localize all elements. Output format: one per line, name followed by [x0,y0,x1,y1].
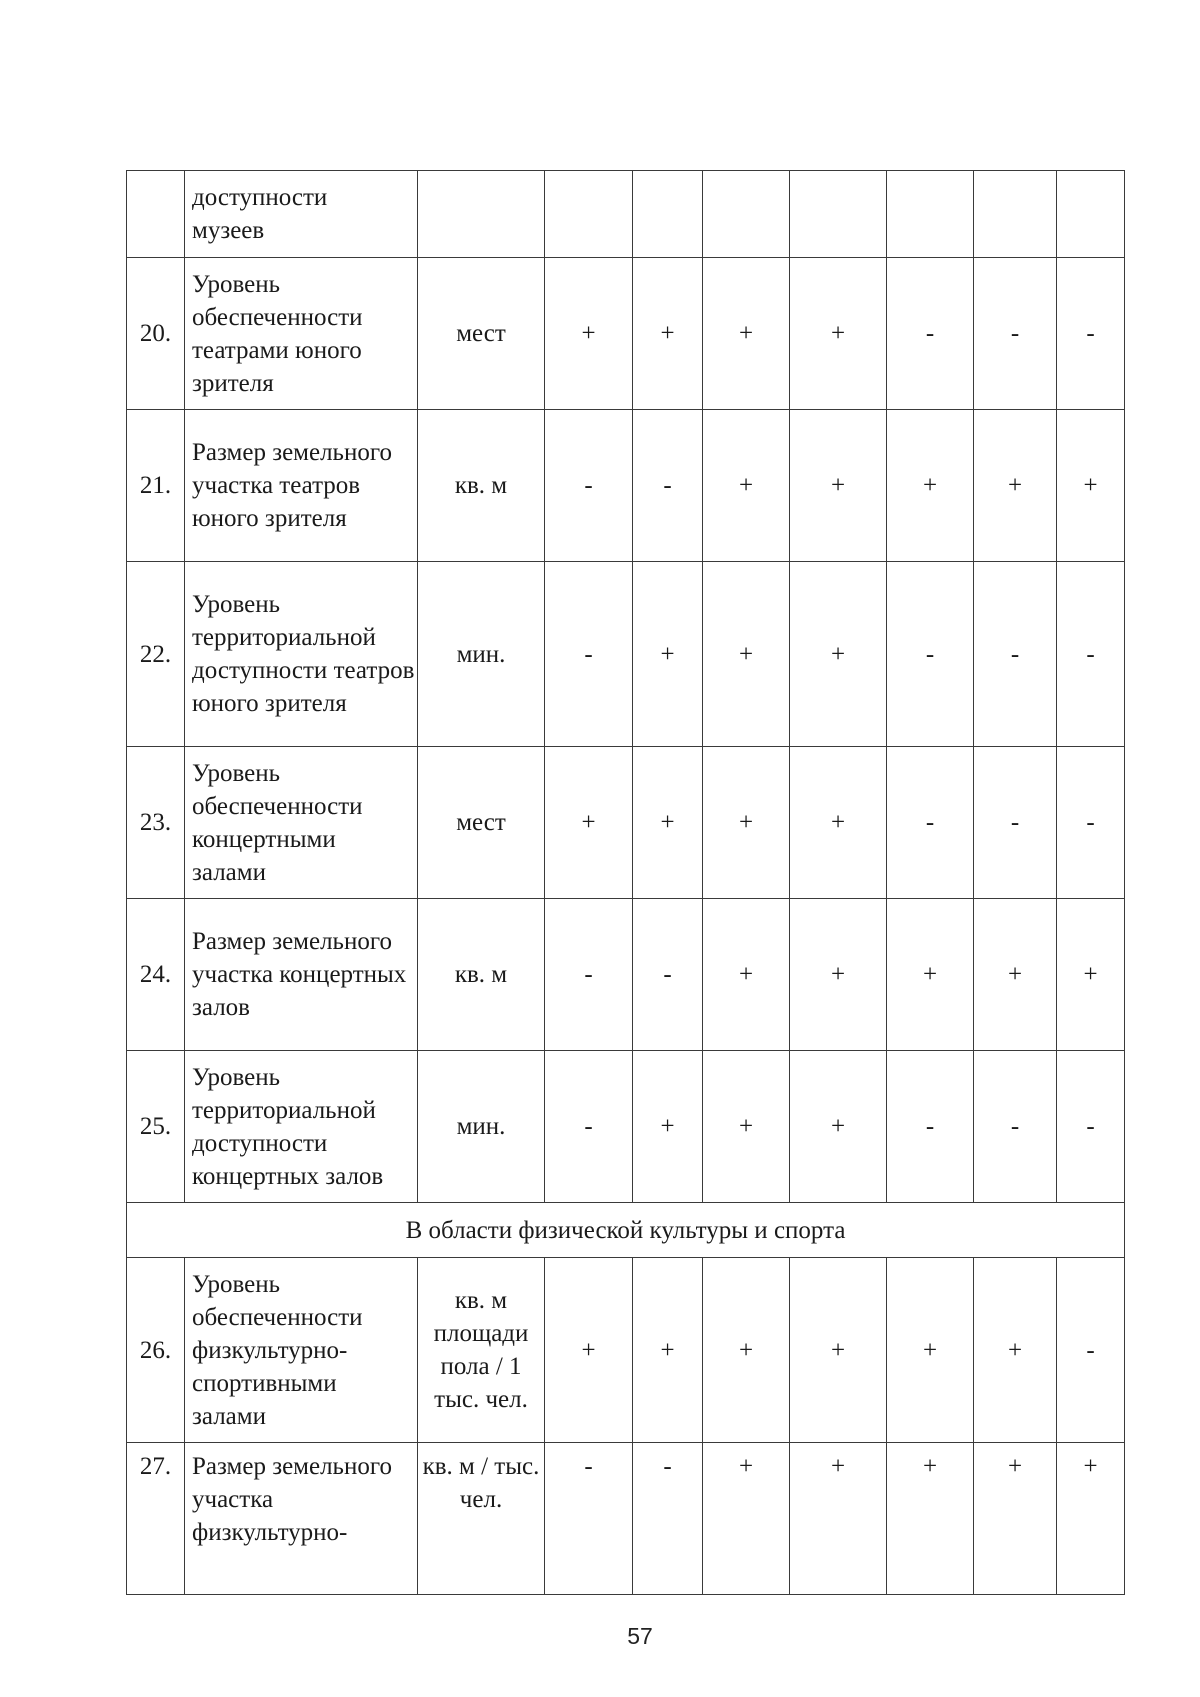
mark-cell: + [887,899,974,1051]
mark-cell [545,171,633,258]
mark-cell: + [633,747,703,899]
row-number-cell: 23. [127,747,185,899]
mark-cell: + [1057,899,1125,1051]
mark-cell: + [633,1258,703,1443]
mark-cell: + [790,1443,887,1595]
mark-cell: + [703,562,790,747]
mark-cell [887,171,974,258]
mark-cell [703,171,790,258]
mark-cell: - [887,562,974,747]
indicator-name-cell: Размер земельного участка физкультурно- [185,1443,418,1595]
mark-cell: - [1057,258,1125,410]
indicator-name-line-2: музеев [192,217,265,244]
mark-cell: - [545,899,633,1051]
mark-cell: + [790,899,887,1051]
mark-cell: + [703,1258,790,1443]
row-number-cell: 24. [127,899,185,1051]
mark-cell: + [790,1258,887,1443]
mark-cell: - [974,1051,1057,1203]
row-number-cell: 27. [127,1443,185,1595]
mark-cell: + [545,258,633,410]
mark-cell: + [790,562,887,747]
mark-cell: - [545,1443,633,1595]
mark-cell: - [545,1051,633,1203]
mark-cell: + [790,410,887,562]
unit-cell: мест [418,258,545,410]
unit-cell: кв. м [418,899,545,1051]
unit-cell [418,171,545,258]
unit-cell: кв. м площади пола / 1 тыс. чел. [418,1258,545,1443]
mark-cell: - [633,410,703,562]
table-row [127,258,1125,410]
row-number-cell: 20. [127,258,185,410]
mark-cell: + [545,747,633,899]
row-number-cell [127,171,185,258]
mark-cell: + [790,1051,887,1203]
mark-cell: + [703,1443,790,1595]
norms-table [126,170,1125,1595]
mark-cell: - [1057,562,1125,747]
mark-cell: + [887,410,974,562]
table-row [127,171,1125,258]
mark-cell: + [703,899,790,1051]
mark-cell: - [633,899,703,1051]
mark-cell: + [790,747,887,899]
unit-cell: кв. м [418,410,545,562]
mark-cell: + [633,1051,703,1203]
mark-cell: - [545,562,633,747]
mark-cell: - [545,410,633,562]
indicator-name-cell [185,171,418,258]
row-number-cell: 26. [127,1258,185,1443]
table-row [127,410,1125,562]
unit-cell: мин. [418,562,545,747]
mark-cell: - [1057,747,1125,899]
indicator-name-cell: Размер земельного участка театров юного зрителя [185,410,418,562]
mark-cell: - [974,747,1057,899]
mark-cell: + [703,747,790,899]
indicator-name-cell: Уровень обеспеченности физкультурно-спортивными залами [185,1258,418,1443]
section-row [127,1203,1125,1258]
mark-cell: + [703,1051,790,1203]
mark-cell: + [703,410,790,562]
mark-cell: - [887,258,974,410]
table-row [127,562,1125,747]
mark-cell: + [703,258,790,410]
unit-cell: мест [418,747,545,899]
mark-cell: - [887,747,974,899]
indicator-name-cell: Уровень территориальной доступности концертных залов [185,1051,418,1203]
mark-cell [974,171,1057,258]
mark-cell: + [545,1258,633,1443]
mark-cell: - [974,258,1057,410]
indicator-name-cell: Уровень обеспеченности концертными залами [185,747,418,899]
section-title: В области физической культуры и спорта [127,1203,1125,1258]
mark-cell: - [974,562,1057,747]
indicator-name-cell: Уровень обеспеченности театрами юного зрителя [185,258,418,410]
indicator-name-cell: Уровень территориальной доступности театров юного зрителя [185,562,418,747]
mark-cell [1057,171,1125,258]
mark-cell: + [974,410,1057,562]
unit-cell: мин. [418,1051,545,1203]
mark-cell [633,171,703,258]
mark-cell: - [1057,1258,1125,1443]
indicator-name-cell: Размер земельного участка концертных залов [185,899,418,1051]
row-number-cell: 25. [127,1051,185,1203]
row-number-cell: 21. [127,410,185,562]
mark-cell: + [974,1258,1057,1443]
mark-cell: + [974,899,1057,1051]
mark-cell: + [887,1258,974,1443]
table-row [127,1051,1125,1203]
mark-cell: - [633,1443,703,1595]
mark-cell: + [887,1443,974,1595]
page-number: 57 [627,1623,653,1649]
table-row [127,899,1125,1051]
mark-cell: + [1057,410,1125,562]
mark-cell: + [790,258,887,410]
mark-cell: + [974,1443,1057,1595]
table-row [127,747,1125,899]
mark-cell: - [1057,1051,1125,1203]
row-number-cell: 22. [127,562,185,747]
mark-cell: - [887,1051,974,1203]
mark-cell [790,171,887,258]
indicator-name-line-1: доступности [192,184,328,211]
unit-cell: кв. м / тыс. чел. [418,1443,545,1595]
table-row [127,1443,1125,1595]
table-row [127,1258,1125,1443]
mark-cell: + [633,258,703,410]
mark-cell: + [1057,1443,1125,1595]
mark-cell: + [633,562,703,747]
